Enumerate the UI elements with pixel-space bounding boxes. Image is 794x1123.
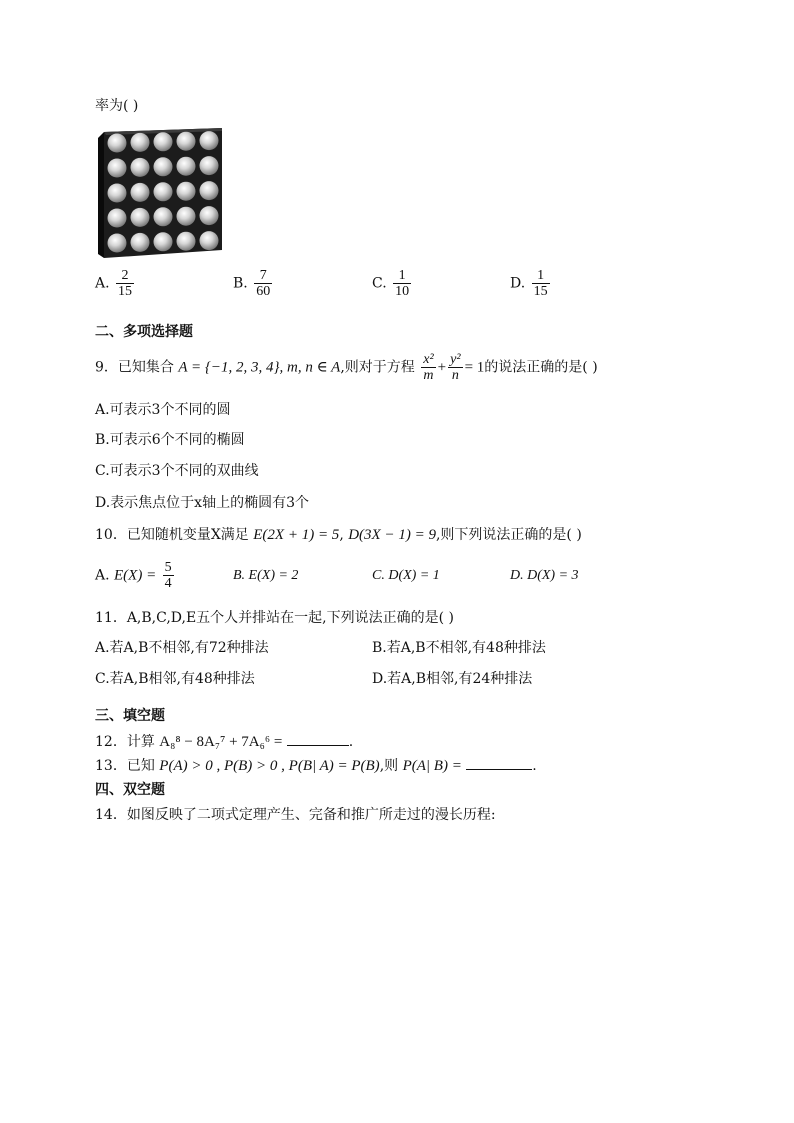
q9-option-a: A.可表示3个不同的圆 — [95, 402, 231, 418]
q10-option-a-label: A. — [95, 567, 110, 584]
section-heading-fill-blank: 三、填空题 — [95, 708, 165, 724]
section-heading-multi-choice: 二、多项选择题 — [95, 324, 193, 340]
q9-text-a: 已知集合 — [117, 359, 174, 376]
q8-option-a — [95, 268, 136, 299]
q9-y-num: y² — [450, 352, 461, 367]
q8-option-d-fraction — [532, 268, 550, 299]
q13-number: 13． — [95, 758, 127, 774]
q9-y-den: n — [451, 368, 459, 383]
led-ball — [177, 182, 196, 201]
q13-mid: ,则 — [379, 758, 399, 774]
q11-option-d: D.若A,B相邻,有24种排法 — [372, 671, 533, 687]
q10-option-b: B. E(X) = 2 — [233, 568, 299, 583]
q9-mid: , m, n ∈ A — [279, 359, 341, 376]
q12-answer-blank[interactable] — [287, 731, 349, 746]
q8-option-a-num: 2 — [116, 268, 134, 284]
q14-number: 14． — [95, 807, 127, 823]
q8-option-b-label: B. — [233, 275, 248, 292]
q9-option-b: B.可表示6个不同的椭圆 — [95, 432, 245, 448]
led-ball — [131, 233, 150, 252]
led-panel-image — [98, 128, 224, 258]
q9-text-b: ,则对于方程 — [340, 359, 415, 376]
q8-option-b — [233, 268, 274, 299]
led-ball — [200, 181, 219, 200]
q13-stem — [95, 755, 537, 776]
q9-x-num: x² — [423, 352, 434, 367]
led-ball — [108, 234, 127, 253]
q12-text: 计算 — [126, 734, 155, 750]
q9-stem: 9．已知集合 A = {−1, 2, 3, 4}, m, n ∈ A,则对于方程 $\frac{\text{x²}}{m}$ + $\frac{\text{y²}}{n}$ = 1的说法正确的是( ) — [95, 352, 598, 383]
q8-option-c-num: 1 — [393, 268, 411, 284]
q8-option-b-fraction — [254, 268, 272, 299]
led-ball — [131, 158, 150, 177]
led-ball — [108, 209, 127, 228]
q8-option-c — [372, 268, 413, 299]
q12-number: 12． — [95, 734, 127, 750]
q8-option-c-den: 10 — [395, 284, 410, 299]
led-ball — [177, 157, 196, 176]
q10-text-a: 已知随机变量X满足 — [126, 527, 249, 543]
q10-option-a-fraction — [163, 560, 174, 591]
q8-option-b-num: 7 — [254, 268, 272, 284]
q8-tail-text: 率为( ) — [95, 98, 139, 114]
led-ball — [200, 131, 219, 150]
led-ball — [131, 133, 150, 152]
q9-set: A = {−1, 2, 3, 4} — [178, 359, 280, 376]
q8-option-d-label: D. — [510, 275, 526, 292]
q12-stem — [95, 731, 353, 752]
led-ball — [200, 231, 219, 250]
q9-x-den: m — [423, 368, 434, 383]
led-ball — [200, 156, 219, 175]
q9-y-fraction — [448, 352, 462, 383]
led-ball — [177, 207, 196, 226]
q8-option-a-fraction — [116, 268, 134, 299]
q12-end: . — [348, 734, 354, 750]
q13-expr2: P(A| B) = — [402, 758, 462, 774]
q10-stem: 10．已知随机变量X满足 E(2X + 1) = 5, D(3X − 1) = 9,则下列说法正确的是( ) — [95, 527, 582, 543]
led-ball — [108, 134, 127, 153]
q8-option-d-den: 15 — [533, 284, 548, 299]
q8-tail — [95, 96, 138, 116]
q10-option-a-num: 5 — [164, 560, 172, 575]
q10-option-c: C. D(X) = 1 — [372, 568, 440, 583]
q11-option-b: B.若A,B不相邻,有48种排法 — [372, 640, 546, 656]
q9-number: 9． — [95, 359, 118, 376]
q8-option-b-den: 60 — [256, 284, 271, 299]
q9-text-c: 的说法正确的是( ) — [484, 359, 598, 376]
q13-end: . — [532, 758, 537, 774]
q9-eq-tail: = 1 — [464, 359, 485, 376]
led-ball — [108, 184, 127, 203]
q10-option-a — [95, 560, 176, 591]
q10-option-a-lhs: E(X) = — [114, 567, 157, 584]
q11-option-c: C.若A,B相邻,有48种排法 — [95, 671, 255, 687]
led-ball — [108, 159, 127, 178]
q8-option-c-label: C. — [372, 275, 387, 292]
q10-number: 10． — [95, 527, 127, 543]
led-ball — [154, 157, 173, 176]
led-ball — [154, 132, 173, 151]
q14-text: 如图反映了二项式定理产生、完备和推广所走过的漫长历程: — [126, 807, 496, 823]
q9-x-fraction — [421, 352, 435, 383]
led-ball — [154, 207, 173, 226]
q9-option-d: D.表示焦点位于x轴上的椭圆有3个 — [95, 495, 309, 511]
q10-option-a-den: 4 — [164, 576, 172, 591]
q14-stem — [95, 805, 496, 825]
q8-option-a-den: 15 — [118, 284, 133, 299]
led-ball — [154, 232, 173, 251]
q8-option-d — [510, 268, 552, 299]
q13-text: 已知 — [126, 758, 155, 774]
q8-option-d-num: 1 — [532, 268, 550, 284]
q8-option-c-fraction — [393, 268, 411, 299]
q11-stem: 11．A,B,C,D,E五个人并排站在一起,下列说法正确的是( ) — [95, 610, 454, 626]
q13-expr: P(A) > 0 , P(B) > 0 , P(B| A) = P(B) — [159, 758, 380, 774]
q10-option-d: D. D(X) = 3 — [510, 568, 579, 583]
q10-text-b: ,则下列说法正确的是( ) — [435, 527, 582, 543]
section-heading-double-blank: 四、双空题 — [95, 782, 165, 798]
q8-option-a-label: A. — [95, 275, 110, 292]
q10-eq2: D(3X − 1) = 9 — [348, 527, 436, 543]
q12-expr: A₈⁸ − 8A₇⁷ + 7A₆⁶ = — [159, 734, 283, 750]
q11-option-a: A.若A,B不相邻,有72种排法 — [95, 640, 269, 656]
led-ball — [200, 206, 219, 225]
led-ball — [177, 132, 196, 151]
led-ball — [131, 183, 150, 202]
led-ball — [154, 182, 173, 201]
q13-answer-blank[interactable] — [466, 755, 532, 770]
led-ball — [177, 232, 196, 251]
q10-eq1: E(2X + 1) = 5 — [253, 527, 340, 543]
led-ball — [131, 208, 150, 227]
q9-option-c: C.可表示3个不同的双曲线 — [95, 463, 259, 479]
